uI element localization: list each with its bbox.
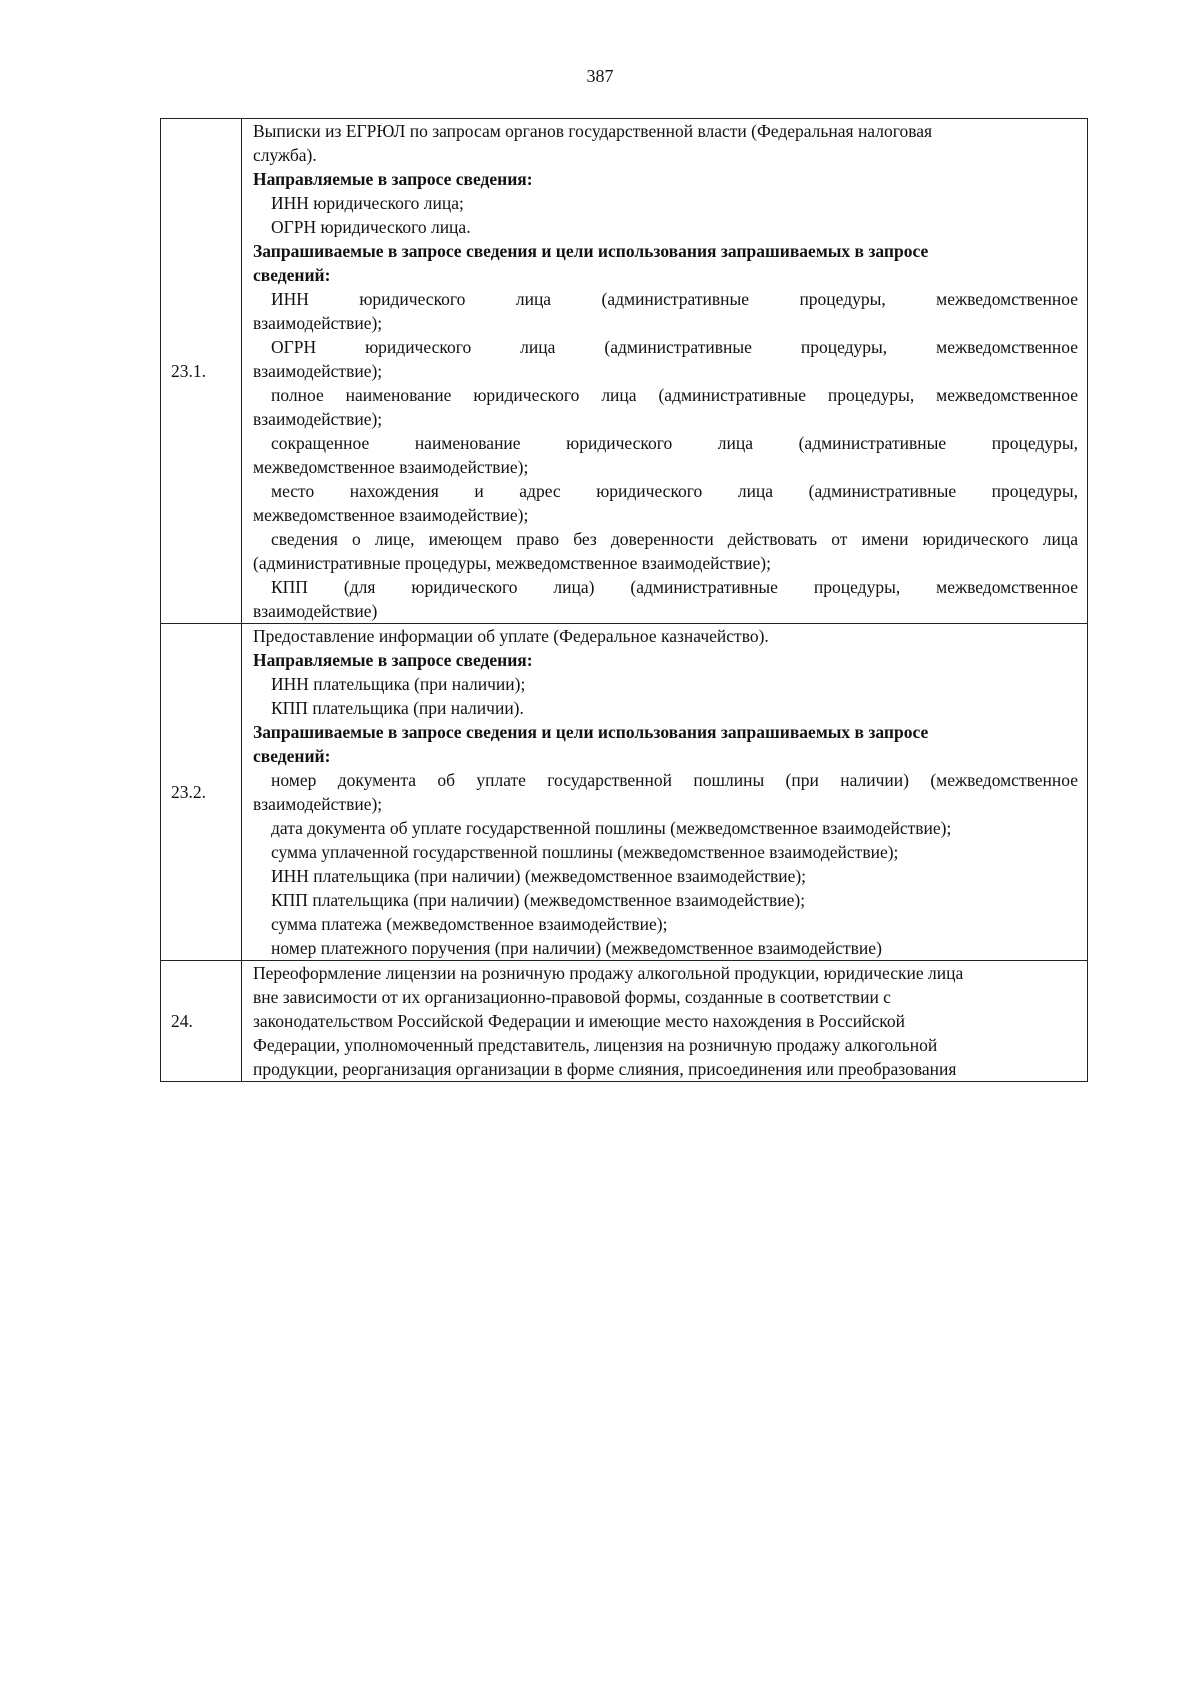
- text-line: КПП (для юридического лица) (административные процедуры, межведомственное: [271, 577, 1078, 597]
- section-heading: Направляемые в запросе сведения:: [253, 169, 533, 189]
- text-line: сокращенное наименование юридического лица (административные процедуры,: [271, 433, 1078, 453]
- text-line: законодательством Российской Федерации и имеющие место нахождения в Российской: [253, 1011, 905, 1031]
- text-line: продукции, реорганизация организации в форме слияния, присоединения или преобразования: [253, 1059, 957, 1079]
- text-line: Выписки из ЕГРЮЛ по запросам органов государственной власти (Федеральная налоговая: [253, 121, 933, 141]
- row-number: 23.2.: [161, 624, 242, 961]
- text-line: ИНН плательщика (при наличии) (межведомственное взаимодействие);: [271, 866, 807, 886]
- text-line: служба).: [253, 145, 317, 165]
- table-row: [161, 961, 1088, 1082]
- text-line: ОГРН юридического лица (административные процедуры, межведомственное: [271, 337, 1078, 357]
- text-line: межведомственное взаимодействие);: [253, 505, 529, 525]
- text-line: дата документа об уплате государственной пошлины (межведомственное взаимодействие);: [271, 818, 952, 838]
- text-line: ИНН плательщика (при наличии);: [271, 674, 526, 694]
- text-line: взаимодействие);: [253, 361, 383, 381]
- text-line: взаимодействие);: [253, 313, 383, 333]
- row-number: 23.1.: [161, 119, 242, 624]
- row-content: [242, 624, 1088, 961]
- text-line: взаимодействие): [253, 601, 378, 621]
- section-heading: Запрашиваемые в запросе сведения и цели использования запрашиваемых в запросе: [253, 722, 929, 742]
- page-number: 387: [586, 66, 614, 86]
- text-line: Предоставление информации об уплате (Федеральное казначейство).: [253, 626, 769, 646]
- text-line: номер платежного поручения (при наличии) (межведомственное взаимодействие): [271, 938, 882, 958]
- text-line: межведомственное взаимодействие);: [253, 457, 529, 477]
- text-line: взаимодействие);: [253, 794, 383, 814]
- text-line: (административные процедуры, межведомственное взаимодействие);: [253, 553, 771, 573]
- text-line: взаимодействие);: [253, 409, 383, 429]
- section-heading: сведений:: [253, 746, 331, 766]
- table-row: [161, 624, 1088, 961]
- text-line: ОГРН юридического лица.: [271, 217, 471, 237]
- text-line: Переоформление лицензии на розничную продажу алкогольной продукции, юридические лица: [253, 963, 964, 983]
- section-heading: сведений:: [253, 265, 331, 285]
- text-line: полное наименование юридического лица (административные процедуры, межведомственное: [271, 385, 1078, 405]
- row-number: 24.: [161, 961, 242, 1082]
- text-line: ИНН юридического лица;: [271, 193, 464, 213]
- row-content: [242, 961, 1088, 1082]
- text-line: ИНН юридического лица (административные процедуры, межведомственное: [271, 289, 1078, 309]
- registry-table: [160, 118, 1088, 1082]
- text-line: сумма уплаченной государственной пошлины (межведомственное взаимодействие);: [271, 842, 899, 862]
- text-line: вне зависимости от их организационно-правовой формы, созданные в соответствии с: [253, 987, 891, 1007]
- text-line: место нахождения и адрес юридического лица (административные процедуры,: [271, 481, 1078, 501]
- table-row: [161, 119, 1088, 624]
- text-line: КПП плательщика (при наличии).: [271, 698, 524, 718]
- text-line: сумма платежа (межведомственное взаимодействие);: [271, 914, 668, 934]
- section-heading: Запрашиваемые в запросе сведения и цели использования запрашиваемых в запросе: [253, 241, 929, 261]
- text-line: номер документа об уплате государственной пошлины (при наличии) (межведомственное: [271, 770, 1078, 790]
- section-heading: Направляемые в запросе сведения:: [253, 650, 533, 670]
- row-content: [242, 119, 1088, 624]
- text-line: КПП плательщика (при наличии) (межведомственное взаимодействие);: [271, 890, 806, 910]
- text-line: сведения о лице, имеющем право без доверенности действовать от имени юридического лица: [271, 529, 1078, 549]
- text-line: Федерации, уполномоченный представитель, лицензия на розничную продажу алкогольной: [253, 1035, 938, 1055]
